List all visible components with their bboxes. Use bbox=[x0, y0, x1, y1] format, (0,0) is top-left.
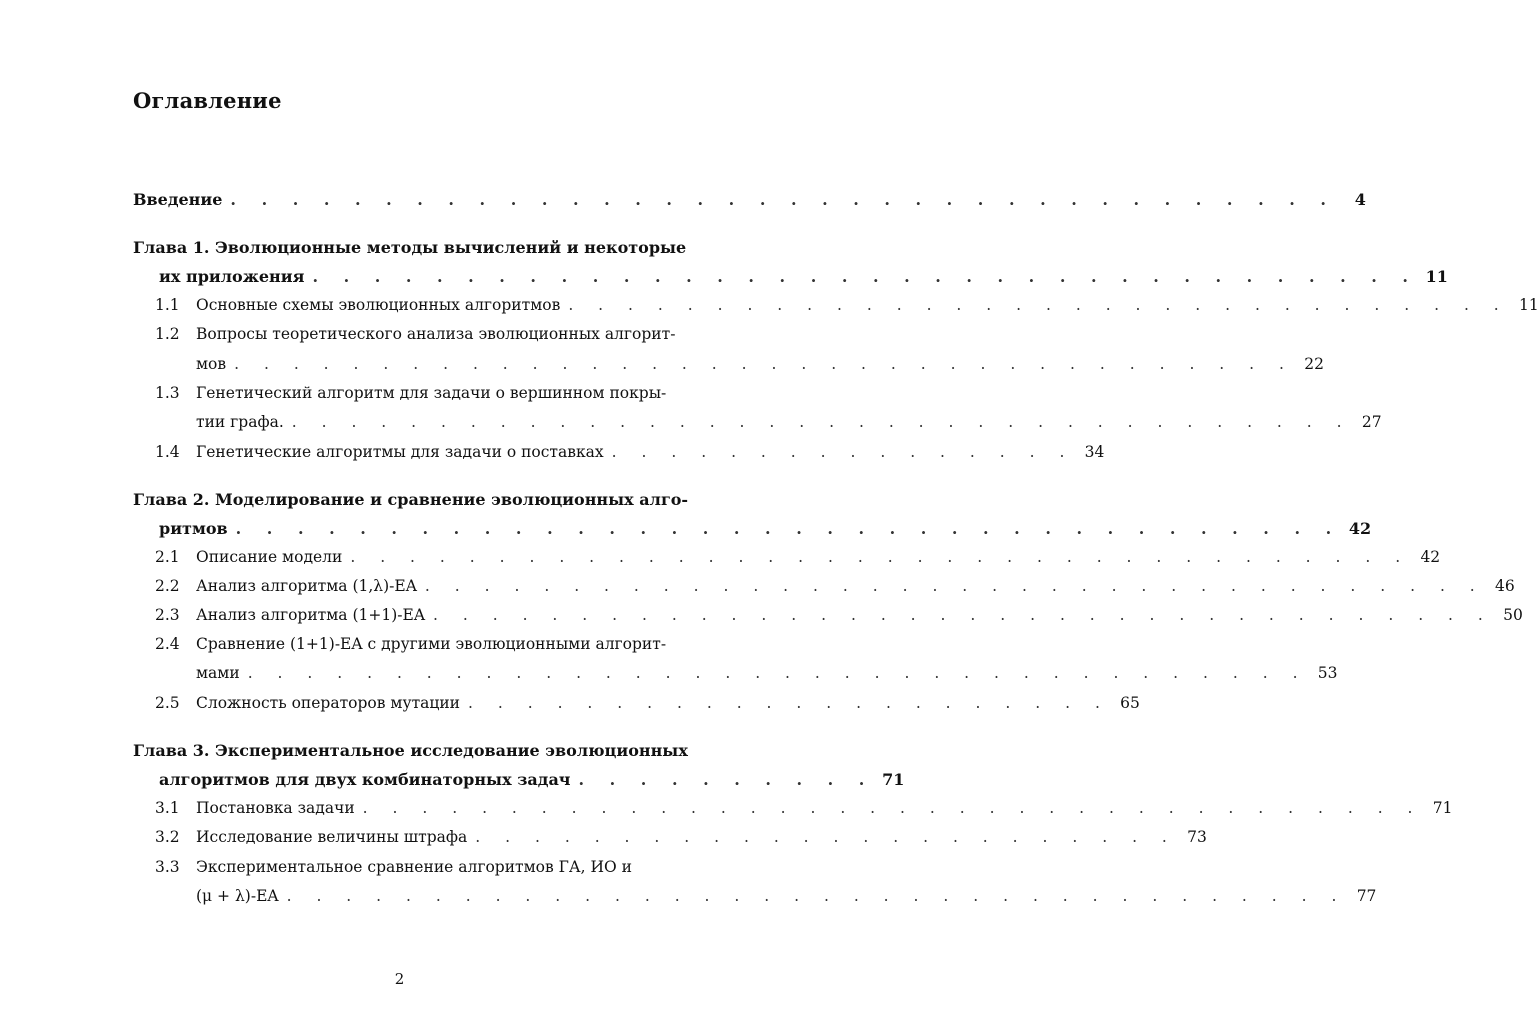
toc-entry-page: 27 bbox=[1361, 413, 1382, 431]
toc-chapter-1-line1[interactable] bbox=[133, 238, 705, 257]
toc-section-3-1[interactable] bbox=[133, 799, 1453, 817]
toc-entry-page: 77 bbox=[1356, 887, 1377, 905]
leader-dots: . . . . . . . . . . . . . . . . . . . . . . . . . . . . . . . . . . . . bbox=[433, 606, 1493, 624]
page-number: 2 bbox=[394, 970, 405, 988]
toc-chapter-2-line2[interactable] bbox=[159, 519, 1372, 538]
toc-chapter-title-cont: алгоритмов для двух комбинаторных задач bbox=[159, 770, 571, 789]
section-title: Постановка задачи bbox=[196, 799, 355, 817]
toc-section-2-4-line1[interactable] bbox=[133, 635, 705, 653]
toc-chapter-title-cont: их приложения bbox=[159, 267, 305, 286]
toc-entry-title: Введение bbox=[133, 190, 223, 209]
toc-section-2-5[interactable] bbox=[133, 694, 1140, 712]
toc-section-1-1[interactable] bbox=[133, 296, 1539, 314]
section-title: Сравнение (1+1)-EA с другими эволюционными алгорит- bbox=[196, 635, 667, 653]
toc-entry-page: 4 bbox=[1354, 190, 1366, 209]
section-number: 2.5 bbox=[155, 694, 180, 712]
toc-chapter-title: Глава 1. Эволюционные методы вычислений и некоторые bbox=[133, 238, 687, 257]
section-title-cont: (μ + λ)-EA bbox=[196, 887, 279, 905]
toc-entry-intro[interactable] bbox=[133, 190, 1366, 209]
leader-dots: . . . . . . . . . . . . . . . . . . . . . . . . . . . . . . . . bbox=[568, 296, 1509, 314]
section-title: Анализ алгоритма (1,λ)-EA bbox=[196, 577, 417, 595]
toc-entry-page: 11 bbox=[1425, 267, 1448, 286]
toc-entry-page: 11 bbox=[1519, 296, 1539, 314]
toc-section-2-4-line2[interactable] bbox=[196, 664, 1338, 682]
toc-entry-page: 22 bbox=[1304, 355, 1324, 373]
leader-dots: . . . . . . . . . . . . . . . . . . . . . . . . . . . . . . . . . . . . bbox=[230, 190, 1336, 209]
leader-dots: . . . . . . . . . . . . . . . . . . . . . . . . . . . . . . . . . . . . bbox=[247, 664, 1308, 682]
toc-section-3-3-line1[interactable] bbox=[133, 858, 705, 876]
section-title: Анализ алгоритма (1+1)-EA bbox=[196, 606, 426, 624]
leader-dots: . . . . . . . . . . . . . . . . . . . . . . . . . . . . . . . . . . . . bbox=[350, 548, 1411, 566]
section-number: 2.1 bbox=[155, 548, 180, 566]
section-title-cont: тии графа. bbox=[196, 413, 284, 431]
toc-section-2-2[interactable] bbox=[133, 577, 1515, 595]
section-title: Вопросы теоретического анализа эволюционных алгорит- bbox=[196, 325, 676, 343]
section-title: Генетический алгоритм для задачи о вершинном покры- bbox=[196, 384, 667, 402]
toc-entry-page: 71 bbox=[1432, 799, 1453, 817]
leader-dots: . . . . . . . . . . . . . . . . . . . . . . . . . . . . . . . . . . . . bbox=[234, 355, 1294, 373]
toc-section-2-3[interactable] bbox=[133, 606, 1523, 624]
toc-section-3-2[interactable] bbox=[133, 828, 1207, 846]
toc-section-1-3-line1[interactable] bbox=[133, 384, 705, 402]
toc-entry-page: 53 bbox=[1317, 664, 1338, 682]
toc-section-1-3-line2[interactable] bbox=[196, 413, 1382, 431]
toc-section-2-1[interactable] bbox=[133, 548, 1441, 566]
toc-section-1-2-line1[interactable] bbox=[133, 325, 705, 343]
section-number: 1.1 bbox=[155, 296, 180, 314]
leader-dots: . . . . . . . . . . . . . . . . . . . . . . . . . . . . . . . . . . . . bbox=[424, 577, 1485, 595]
toc-entry-page: 46 bbox=[1495, 577, 1515, 595]
toc-chapter-title-cont: ритмов bbox=[159, 519, 228, 538]
toc-entry-page: 71 bbox=[882, 770, 905, 789]
leader-dots: . . . . . . . . . . bbox=[578, 770, 875, 789]
toc-entry-page: 34 bbox=[1084, 443, 1105, 461]
section-number: 1.4 bbox=[155, 443, 180, 461]
toc-entry-page: 50 bbox=[1503, 606, 1523, 624]
section-title: Сложность операторов мутации bbox=[196, 694, 461, 712]
toc-section-1-4[interactable] bbox=[133, 443, 1105, 461]
section-number: 3.3 bbox=[155, 858, 180, 876]
toc-chapter-title: Глава 2. Моделирование и сравнение эволюционных алго- bbox=[133, 490, 689, 509]
section-title: Основные схемы эволюционных алгоритмов bbox=[196, 296, 561, 314]
toc-entry-page: 42 bbox=[1420, 548, 1441, 566]
toc-chapter-title: Глава 3. Экспериментальное исследование эволюционных bbox=[133, 741, 688, 760]
leader-dots: . . . . . . . . . . . . . . . . bbox=[611, 443, 1075, 461]
section-number: 2.2 bbox=[155, 577, 180, 595]
section-number: 2.4 bbox=[155, 635, 180, 653]
toc-section-1-2-line2[interactable] bbox=[196, 355, 1324, 373]
toc-entry-page: 65 bbox=[1120, 694, 1140, 712]
section-title-cont: мами bbox=[196, 664, 240, 682]
section-title: Описание модели bbox=[196, 548, 343, 566]
section-number: 2.3 bbox=[155, 606, 180, 624]
leader-dots: . . . . . . . . . . . . . . . . . . . . . . . . . . . . . . . . . . . . bbox=[235, 519, 1342, 538]
leader-dots: . . . . . . . . . . . . . . . . . . . . . . . . . . . . . . . . . . . . bbox=[362, 799, 1423, 817]
leader-dots: . . . . . . . . . . . . . . . . . . . . . . bbox=[468, 694, 1110, 712]
toc-chapter-3-line1[interactable] bbox=[133, 741, 705, 760]
toc-chapter-3-line2[interactable] bbox=[159, 770, 905, 789]
section-number: 1.3 bbox=[155, 384, 180, 402]
section-title: Генетические алгоритмы для задачи о поставках bbox=[196, 443, 604, 461]
page-title: Оглавление bbox=[133, 88, 282, 113]
section-title: Экспериментальное сравнение алгоритмов ГА, ИО и bbox=[196, 858, 632, 876]
section-title: Исследование величины штрафа bbox=[196, 828, 468, 846]
toc-entry-page: 73 bbox=[1187, 828, 1207, 846]
toc-chapter-1-line2[interactable] bbox=[159, 267, 1448, 286]
section-number: 3.2 bbox=[155, 828, 180, 846]
toc-section-3-3-line2[interactable] bbox=[196, 887, 1377, 905]
leader-dots: . . . . . . . . . . . . . . . . . . . . . . . . . . . . . . . . . . . . bbox=[286, 887, 1347, 905]
section-title-cont: мов bbox=[196, 355, 227, 373]
section-number: 1.2 bbox=[155, 325, 180, 343]
leader-dots: . . . . . . . . . . . . . . . . . . . . . . . . . . . . . . . . . . . . bbox=[291, 413, 1352, 431]
leader-dots: . . . . . . . . . . . . . . . . . . . . . . . . bbox=[475, 828, 1177, 846]
leader-dots: . . . . . . . . . . . . . . . . . . . . . . . . . . . . . . . . . . . . bbox=[312, 267, 1418, 286]
toc-chapter-2-line1[interactable] bbox=[133, 490, 705, 509]
section-number: 3.1 bbox=[155, 799, 180, 817]
toc-entry-page: 42 bbox=[1348, 519, 1372, 538]
